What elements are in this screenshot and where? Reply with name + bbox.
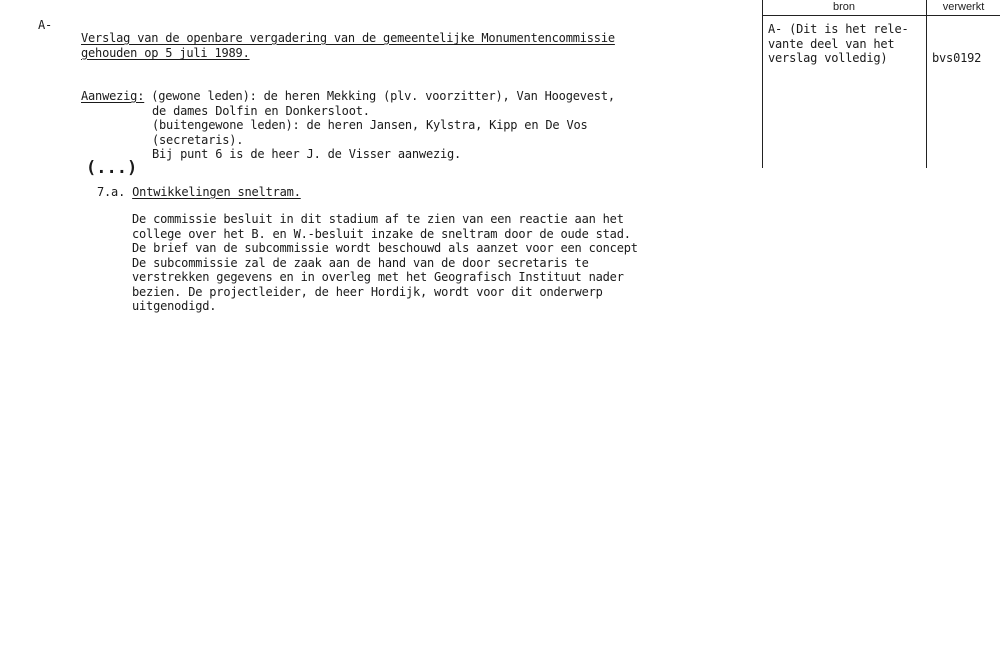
agenda-item-title: Ontwikkelingen sneltram. xyxy=(132,185,301,199)
table-header-divider xyxy=(762,15,1000,16)
body-line-7: uitgenodigd. xyxy=(132,299,217,313)
body-line-4: De subcommissie zal de zaak aan de hand van de door secretaris te xyxy=(132,256,589,270)
table-border-left xyxy=(762,0,763,168)
agenda-item-heading xyxy=(97,185,301,201)
verwerkt-value: bvs0192 xyxy=(932,51,982,65)
aanwezig-line-5: Bij punt 6 is de heer J. de Visser aanwezig. xyxy=(152,147,462,161)
aanwezig-label: Aanwezig: xyxy=(81,89,145,103)
omission-ellipsis: (...) xyxy=(86,158,138,178)
aanwezig-line-3: (buitengewone leden): de heren Jansen, Kylstra, Kipp en De Vos xyxy=(152,118,588,132)
column-header-bron: bron xyxy=(832,1,856,13)
aanwezig-line-1 xyxy=(81,89,615,105)
document-title-line-2: gehouden op 5 juli 1989. xyxy=(81,46,250,60)
aanwezig-ordinary-members: (gewone leden): de heren Mekking (plv. voorzitter), Van Hoogevest, xyxy=(144,89,615,103)
source-reference-table xyxy=(762,0,1000,168)
column-header-verwerkt: verwerkt xyxy=(942,1,985,13)
body-line-1: De commissie besluit in dit stadium af te zien van een reactie aan het xyxy=(132,212,624,226)
body-line-3: De brief van de subcommissie wordt beschouwd als aanzet voor een concept xyxy=(132,241,638,255)
body-line-2: college over het B. en W.-besluit inzake de sneltram door de oude stad. xyxy=(132,227,631,241)
table-column-divider xyxy=(926,0,927,168)
bron-line-1: A- (Dit is het rele- xyxy=(768,22,909,36)
aanwezig-line-4: (secretaris). xyxy=(152,133,244,147)
document-title-line-1: Verslag van de openbare vergadering van de gemeentelijke Monumentencommissie xyxy=(81,31,615,45)
aanwezig-line-2: de dames Dolfin en Donkersloot. xyxy=(152,104,370,118)
agenda-item-number: 7.a. xyxy=(97,185,126,199)
body-line-6: bezien. De projectleider, de heer Hordijk, wordt voor dit onderwerp xyxy=(132,285,603,299)
section-marker: A- xyxy=(38,18,53,32)
bron-line-3: verslag volledig) xyxy=(768,51,888,65)
bron-line-2: vante deel van het xyxy=(768,37,895,51)
body-line-5: verstrekken gegevens en in overleg met het Geografisch Instituut nader xyxy=(132,270,624,284)
